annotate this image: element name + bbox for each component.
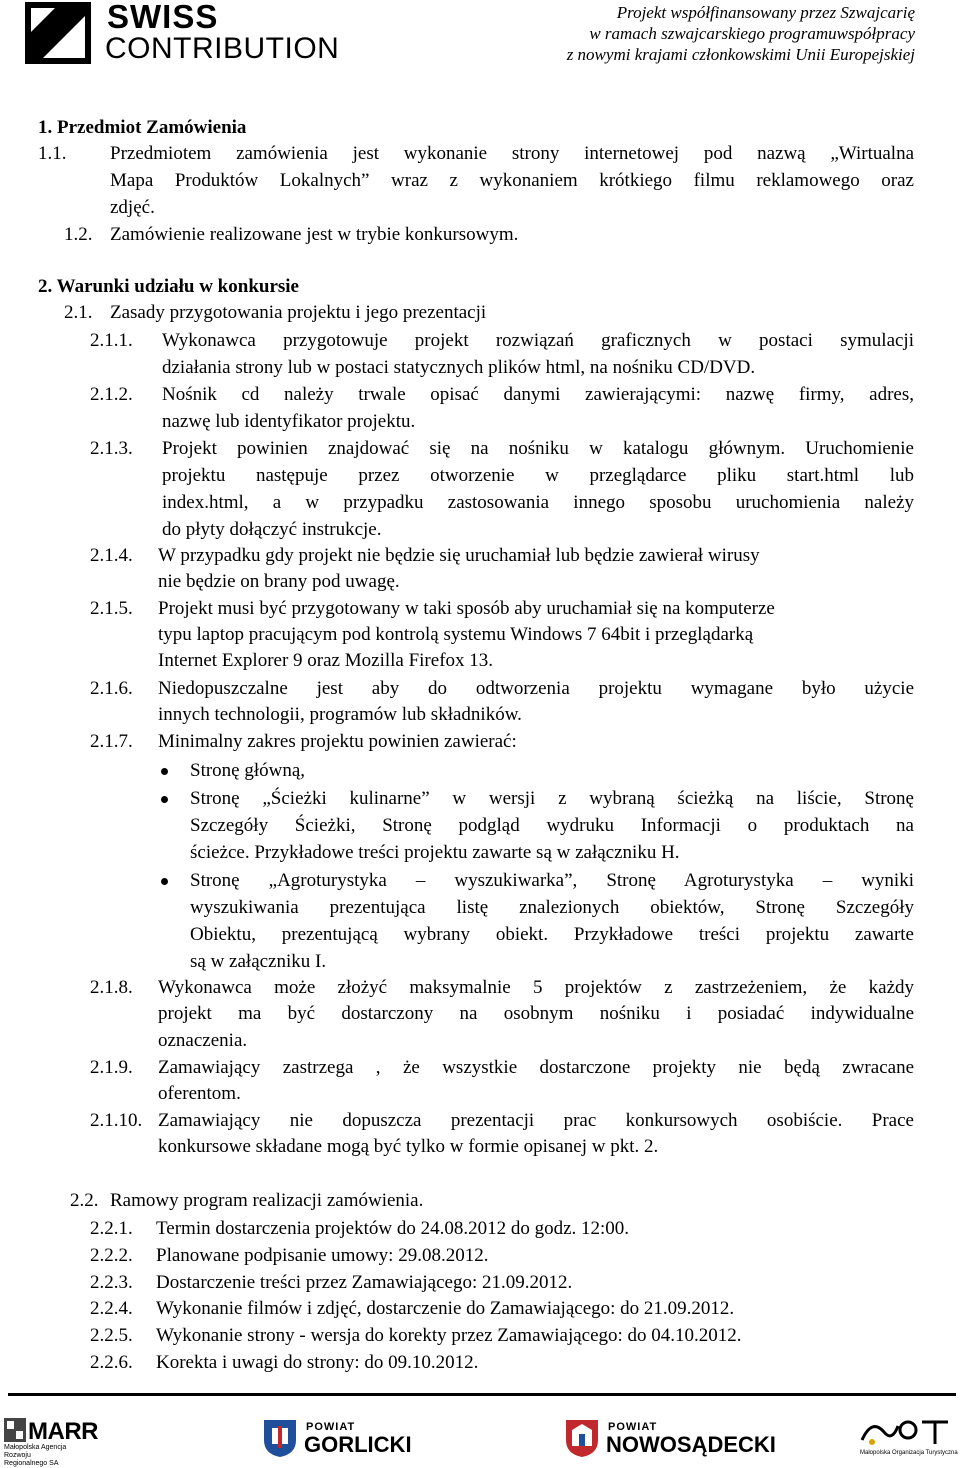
section-2-1-3-line: projektu następuje przez otworzenie w przeglądarce pliku start.html lub (162, 465, 914, 486)
schedule-number: 2.2.4. (90, 1298, 133, 1319)
cofinancing-line: w ramach szwajcarskiego programuwspółpracy (589, 24, 915, 43)
section-2-1-10-line: konkursowe składane mogą być tylko w formie opisanej w pkt. 2. (158, 1136, 659, 1157)
schedule-item: Dostarczenie treści przez Zamawiającego: 21.09.2012. (156, 1272, 573, 1293)
bullet-icon (161, 768, 168, 775)
section-2-1-4-line: W przypadku gdy projekt nie będzie się uruchamiał lub będzie zawierał wirusy (158, 545, 760, 566)
marr-subtitle: Małopolska Agencja Rozwoju Regionalnego SA (4, 1444, 67, 1467)
nowosadecki-coat-of-arms-icon (564, 1418, 600, 1458)
section-2-1-number: 2.1. (64, 302, 93, 323)
section-1-1-line: zdjęć. (110, 197, 155, 218)
section-1-2-number: 1.2. (64, 224, 93, 245)
powiat-gorlicki-name: GORLICKI (304, 1432, 412, 1457)
bullet-icon (161, 878, 168, 885)
section-2-1-4-number: 2.1.4. (90, 545, 133, 566)
section-2-1-3-line: do płyty dołączyć instrukcje. (162, 519, 382, 540)
section-2-1-3-line: index.html, a w przypadku zastosowania innego sposobu uruchomienia należy (162, 492, 914, 513)
swiss-contribution-logo (25, 0, 345, 66)
section-2-1-4-line: nie będzie on brany pod uwagę. (158, 571, 400, 592)
section-2-1-5-number: 2.1.5. (90, 598, 133, 619)
section-1-1-line: Przedmiotem zamówienia jest wykonanie strony internetowej pod nazwą „Wirtualna (110, 143, 914, 164)
section-2-1-1-line: Wykonawca przygotowuje projekt rozwiązań graficznych w postaci symulacji (162, 330, 914, 351)
marr-name: MARR (28, 1418, 98, 1445)
section-2-1-text: Zasady przygotowania projektu i jego prezentacji (110, 302, 487, 323)
section-2-1-3-line: Projekt powinien znajdować się na nośniku w katalogu głównym. Uruchomienie (162, 438, 914, 459)
schedule-item: Termin dostarczenia projektów do 24.08.2012 do godz. 12:00. (156, 1218, 630, 1239)
mot-subtitle: Małopolska Organizacja Turystyczna (860, 1450, 958, 1456)
section-1-title: 1. Przedmiot Zamówienia (38, 117, 247, 138)
section-1-1-number: 1.1. (38, 143, 67, 164)
section-2-1-1-number: 2.1.1. (90, 330, 133, 351)
section-2-2-text: Ramowy program realizacji zamówienia. (110, 1190, 424, 1211)
bullet-item: są w załączniku I. (190, 951, 327, 972)
bullet-item: wyszukiwania prezentująca listę znalezionych obiektów, Stronę Szczegóły (190, 897, 914, 918)
schedule-item: Korekta i uwagi do strony: do 09.10.2012. (156, 1352, 479, 1373)
section-1-2-text: Zamówienie realizowane jest w trybie konkursowym. (110, 224, 519, 245)
powiat-nowosadecki-name: NOWOSĄDECKI (606, 1432, 776, 1457)
section-2-1-6-line: Niedopuszczalne jest aby do odtworzenia projektu wymagane było użycie (158, 678, 914, 699)
section-2-1-6-number: 2.1.6. (90, 678, 133, 699)
section-2-1-8-line: projekt ma być dostarczony na osobnym nośniku i posiadać indywidualne (158, 1003, 914, 1024)
marr-emblem-icon (4, 1418, 26, 1442)
section-2-1-8-line: oznaczenia. (158, 1030, 248, 1051)
section-2-1-2-line: nazwę lub identyfikator projektu. (162, 411, 416, 432)
schedule-number: 2.2.6. (90, 1352, 133, 1373)
schedule-number: 2.2.1. (90, 1218, 133, 1239)
section-2-1-2-line: Nośnik cd należy trwale opisać danymi zawierającymi: nazwę firmy, adres, (162, 384, 914, 405)
bullet-item: Stronę „Ścieżki kulinarne” w wersji z wybraną ścieżką na liście, Stronę (190, 788, 914, 809)
section-2-1-3-number: 2.1.3. (90, 438, 133, 459)
section-2-1-5-line: typu laptop pracującym pod kontrolą systemu Windows 7 64bit i przeglądarką (158, 624, 754, 645)
section-2-1-8-number: 2.1.8. (90, 977, 133, 998)
schedule-item: Wykonanie filmów i zdjęć, dostarczenie do Zamawiającego: do 21.09.2012. (156, 1298, 735, 1319)
powiat-label: POWIAT (306, 1421, 356, 1433)
gorlicki-coat-of-arms-icon (262, 1418, 298, 1458)
powiat-label: POWIAT (608, 1421, 658, 1433)
section-1-1-line: Mapa Produktów Lokalnych” wraz z wykonaniem krótkiego filmu reklamowego oraz (110, 170, 914, 191)
section-2-1-7-number: 2.1.7. (90, 731, 133, 752)
section-2-1-10-number: 2.1.10. (90, 1110, 143, 1131)
schedule-number: 2.2.3. (90, 1272, 133, 1293)
section-2-1-6-line: innych technologii, programów lub składników. (158, 704, 522, 725)
section-2-1-9-line: oferentom. (158, 1083, 241, 1104)
bullet-item: Obiektu, prezentującą wybrany obiekt. Przykładowe treści projektu zawarte (190, 924, 914, 945)
schedule-number: 2.2.5. (90, 1325, 133, 1346)
section-2-2-number: 2.2. (70, 1190, 99, 1211)
schedule-item: Wykonanie strony - wersja do korekty przez Zamawiającego: do 04.10.2012. (156, 1325, 742, 1346)
bullet-item: ścieżce. Przykładowe treści projektu zawarte są w załączniku H. (190, 842, 680, 863)
bullet-item: Stronę „Agroturystyka – wyszukiwarka”, Stronę Agroturystyka – wyniki (190, 870, 914, 891)
section-2-1-8-line: Wykonawca może złożyć maksymalnie 5 projektów z zastrzeżeniem, że każdy (158, 977, 914, 998)
logo-line-swiss: SWISS (107, 0, 219, 35)
bullet-item: Stronę główną, (190, 760, 306, 781)
section-2-1-5-line: Internet Explorer 9 oraz Mozilla Firefox 13. (158, 650, 494, 671)
mot-logo-icon (858, 1412, 954, 1448)
section-2-1-7-text: Minimalny zakres projektu powinien zawierać: (158, 731, 517, 752)
schedule-number: 2.2.2. (90, 1245, 133, 1266)
swiss-logo-mark-icon (25, 2, 91, 64)
footer-divider (8, 1393, 956, 1396)
section-2-1-5-line: Projekt musi być przygotowany w taki sposób aby uruchamiał się na komputerze (158, 598, 775, 619)
cofinancing-line: z nowymi krajami członkowskimi Unii Europejskiej (566, 45, 915, 64)
section-2-1-10-line: Zamawiający nie dopuszcza prezentacji prac konkursowych osobiście. Prace (158, 1110, 914, 1131)
section-2-1-1-line: działania strony lub w postaci statycznych plików html, na nośniku CD/DVD. (162, 357, 756, 378)
section-2-1-9-number: 2.1.9. (90, 1057, 133, 1078)
cofinancing-line: Projekt współfinansowany przez Szwajcarię (616, 3, 915, 22)
logo-line-contribution: CONTRIBUTION (105, 32, 340, 65)
bullet-item: Szczegóły Ścieżki, Stronę podgląd wydruku Informacji o produktach na (190, 815, 914, 836)
schedule-item: Planowane podpisanie umowy: 29.08.2012. (156, 1245, 489, 1266)
section-2-1-2-number: 2.1.2. (90, 384, 133, 405)
bullet-icon (161, 796, 168, 803)
cofinancing-note (567, 2, 915, 65)
section-2-1-9-line: Zamawiający zastrzega , że wszystkie dostarczone projekty nie będą zwracane (158, 1057, 914, 1078)
section-2-title: 2. Warunki udziału w konkursie (38, 276, 299, 297)
